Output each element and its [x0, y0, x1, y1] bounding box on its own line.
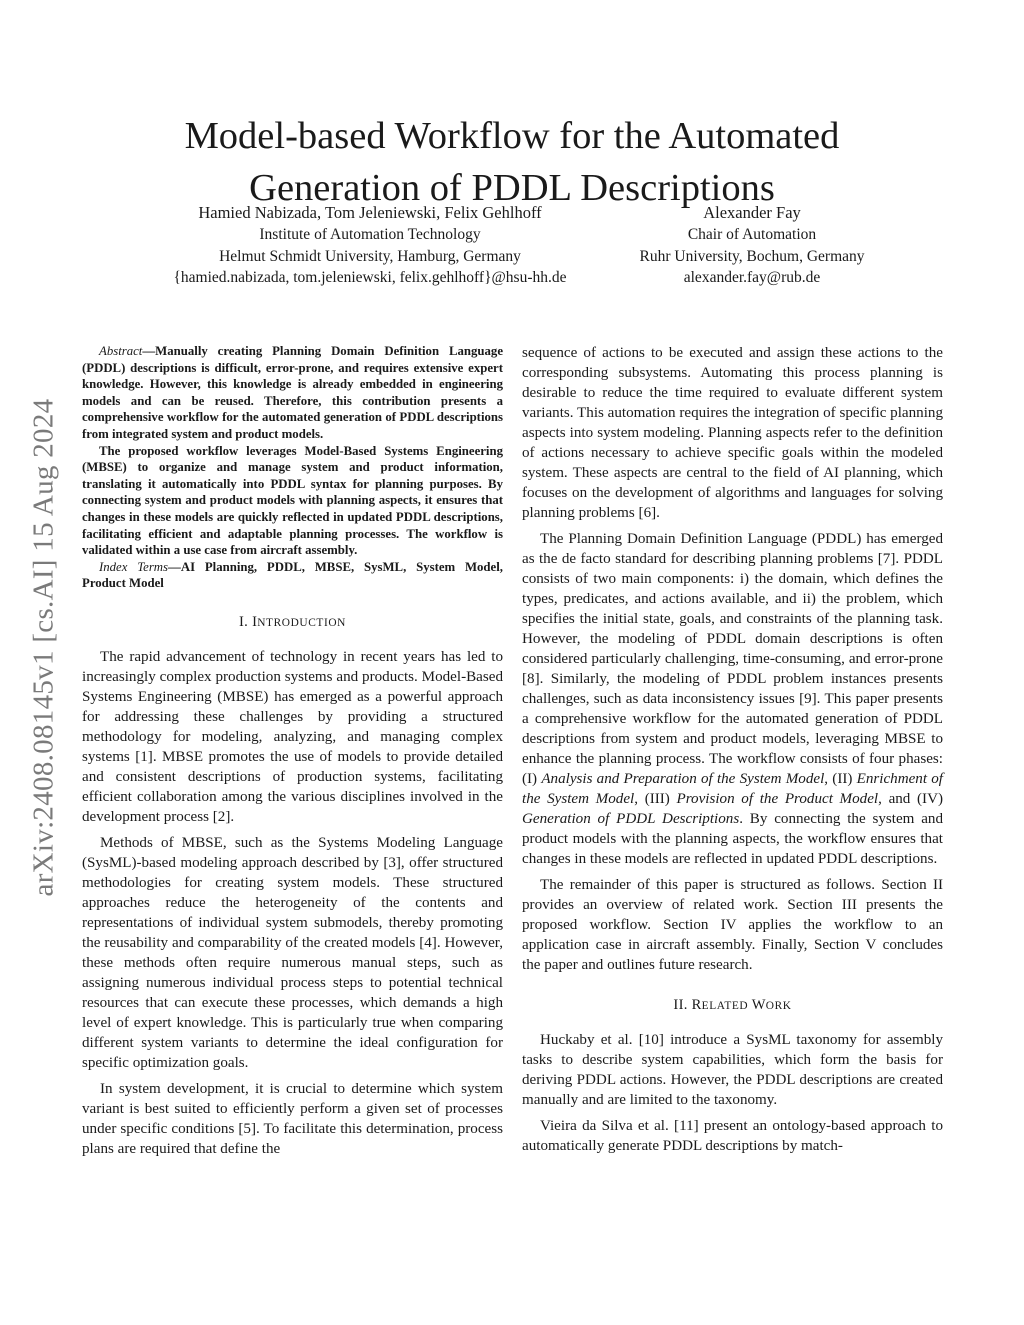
- arxiv-identifier: [28, 352, 60, 942]
- abstract-dash: —: [142, 344, 156, 358]
- index-terms: [82, 559, 503, 592]
- author-department: Chair of Automation: [687, 226, 817, 243]
- author-institution: Ruhr University, Bochum, Germany: [639, 247, 865, 265]
- index-terms-label: Index Terms: [99, 559, 169, 574]
- title-line-1: Model-based Workflow for the Automated: [184, 114, 840, 157]
- index-terms-dash: —: [168, 559, 181, 574]
- body-paragraph: Vieira da Silva et al. [11] present an ontology-based approach to automatically generate PDDL descriptions by match-: [522, 1118, 943, 1154]
- index-terms-text: AI Planning, PDDL, MBSE, SysML, System Model, Product Model: [82, 559, 503, 591]
- paper-title: [112, 110, 912, 214]
- body-paragraph: The rapid advancement of technology in recent years has led to increasingly complex production systems and products. Model-Based Systems Engineering (MBSE) has emerged as a powerful approach for addressing these challenges by providing a structured methodology for modeling, analyzing, and managing complex systems [1]. MBSE promotes the use of models to provide detailed and consistent descriptions of production systems, facilitating efficient collaboration among the various disciplines involved in the development process [2].: [82, 648, 503, 825]
- section-heading-introduction: I. INTRODUCTION: [239, 613, 346, 630]
- body-paragraph: Huckaby et al. [10] introduce a SysML taxonomy for assembly tasks to describe system capabilities, which form the basis for deriving PDDL actions. However, the PDDL descriptions are created manually and are limited to the taxonomy.: [522, 1032, 943, 1108]
- body-paragraph-continued: sequence of actions to be executed and assign these actions to the corresponding subsystems. Automating this process planning is desirable to reduce the time required to evaluate different system variants. This automation requires the integration of specific planning aspects into system modeling. Planning aspects refer to the definition of actions necessary to achieve specific goals within the modeled system. These aspects are central to the field of AI planning, which focuses on the development of algorithms and languages for solving planning problems [6].: [522, 345, 943, 521]
- section-heading-related-work: II. RELATED WORK: [673, 997, 792, 1013]
- body-paragraph: The Planning Domain Definition Language (PDDL) has emerged as the de facto standard for describing planning problems [7]. PDDL consists of two main components: i) the domain, which defines the types, predicates, and actions available, and ii) the problem, which specifies the initial state, goals, and constraints of the planning task. However, the modeling of PDDL domain descriptions is often considered particularly challenging, time-consuming, and error-prone [8]. Similarly, the modeling of PDDL problem instances presents challenges, such as data inconsistency issues [9]. This paper presents a comprehensive workflow for the automated generation of PDDL descriptions from system and product models, leveraging MBSE to enhance the planning process. The workflow consists of four phases: (I) Analysis and Preparation of the System Model, (II) Enrichment of the System Model, (III) Provision of the Product Model, and (IV) Generation of PDDL Descriptions. By connecting the system and product models with the planning aspects, the workflow ensures that changes in these models are reflected in updated PDDL descriptions.: [522, 531, 944, 867]
- left-column: [82, 343, 503, 1159]
- abstract: [82, 343, 503, 592]
- author-block-hsu: [110, 202, 630, 289]
- introduction-body-left: [82, 647, 503, 1159]
- body-paragraph: The remainder of this paper is structured as follows. Section II provides an overview of related work. Section III presents the proposed workflow. Section IV applies the workflow to an application case in aircraft assembly. Finally, Section V concludes the paper and outlines future research.: [522, 877, 943, 973]
- title-line-2: Generation of PDDL Descriptions: [249, 166, 775, 209]
- abstract-paragraph-2: The proposed workflow leverages Model-Based Systems Engineering (MBSE) to organize and manage system and product information, translating it automatically into PDDL syntax for planning purposes. By connecting system and product models with planning aspects, it ensures that changes in these models are quickly reflected in updated PDDL descriptions, facilitating efficient and adaptable planning processes. The workflow is validated within a use case from aircraft assembly.: [82, 443, 503, 558]
- introduction-body-right: [522, 343, 943, 975]
- author-block-rub: [612, 202, 892, 289]
- related-work-body: [522, 1030, 943, 1156]
- arxiv-identifier-text: arXiv:2408.08145v1 [cs.AI] 15 Aug 2024: [27, 398, 60, 896]
- author-institution: Helmut Schmidt University, Hamburg, Germany: [219, 247, 521, 265]
- abstract-paragraph-1: [82, 343, 503, 443]
- abstract-label: Abstract: [99, 344, 143, 358]
- body-paragraph: In system development, it is crucial to determine which system variant is best suited to efficiently perform a given set of processes under specific conditions [5]. To facilitate this determination, process plans are required that define the: [82, 1080, 503, 1157]
- author-department: Institute of Automation Technology: [259, 226, 481, 243]
- author-emails: {hamied.nabizada, tom.jeleniewski, felix.gehlhoff}@hsu-hh.de: [173, 269, 567, 286]
- abstract-text-1: Manually creating Planning Domain Definition Language (PDDL) descriptions is difficult, error-prone, and requires extensive expert knowledge. However, this knowledge is already embedded in engineering models and can be reused. Therefore, this contribution presents a comprehensive workflow for the automated generation of PDDL descriptions from integrated system and product models.: [82, 344, 503, 441]
- body-paragraph: Methods of MBSE, such as the Systems Modeling Language (SysML)-based modeling approach described by [3], offer structured methodologies for creating system models. These structured approaches reduce the heterogeneity of the contents and representations of individual system submodels, thereby promoting the reusability and comparability of the created models [4]. However, these methods often require numerous manual steps, such as assigning numerous individual process steps to potential technical resources that can execute these processes, which demands a high level of expert knowledge. This is particularly true when comparing different system variants to determine the ideal configuration for specific optimization goals.: [82, 834, 503, 1071]
- author-names: Alexander Fay: [703, 203, 801, 222]
- author-names: Hamied Nabizada, Tom Jeleniewski, Felix Gehlhoff: [198, 203, 542, 222]
- author-emails: alexander.fay@rub.de: [683, 269, 821, 286]
- right-column: [522, 343, 943, 1156]
